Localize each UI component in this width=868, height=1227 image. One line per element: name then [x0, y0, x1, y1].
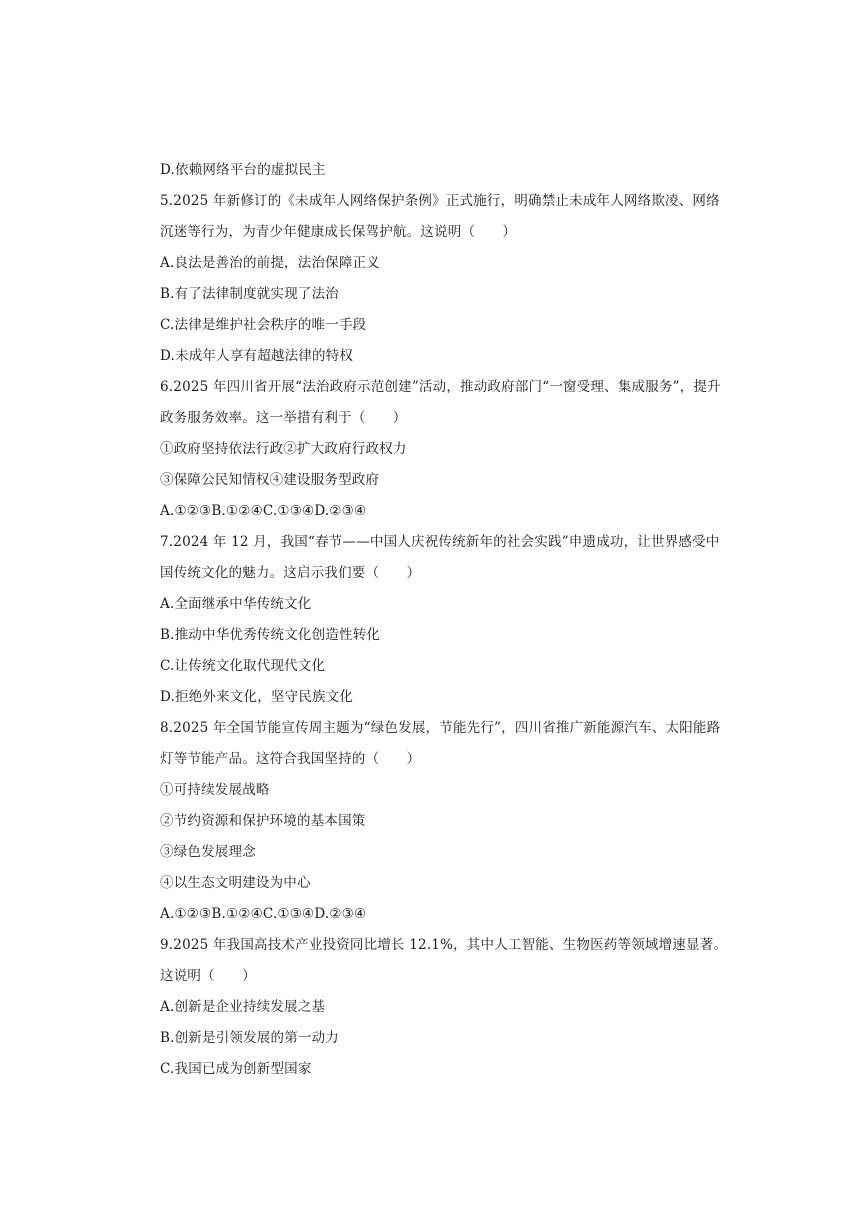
options-q8: A.①②③B.①②④C.①③④D.②③④ [160, 906, 367, 922]
document-page [160, 155, 728, 1085]
option-d-q5: D.未成年人享有超越法律的特权 [160, 348, 354, 364]
option-a-q7: A.全面继承中华传统文化 [160, 596, 312, 612]
option-c-q9: C.我国已成为创新型国家 [160, 1061, 312, 1077]
option-d-q4: D.依赖网络平台的虚拟民主 [160, 162, 326, 178]
option-d-q7: D.拒绝外来文化，坚守民族文化 [160, 689, 354, 705]
option-a-q9: A.创新是企业持续发展之基 [160, 999, 326, 1015]
options-q6: A.①②③B.①②④C.①③④D.②③④ [160, 503, 367, 519]
statement-q8-1: ①可持续发展战略 [160, 782, 270, 798]
statements-q6-2: ③保障公民知情权④建设服务型政府 [160, 472, 380, 488]
option-a-q5: A.良法是善治的前提，法治保障正义 [160, 255, 380, 271]
option-c-q5: C.法律是维护社会秩序的唯一手段 [160, 317, 367, 333]
question-5-text: 5.2025 年新修订的《未成年人网络保护条例》正式施行，明确禁止未成年人网络欺凌、网络 [160, 193, 720, 209]
option-c-q7: C.让传统文化取代现代文化 [160, 658, 326, 674]
option-b-q7: B.推动中华优秀传统文化创造性转化 [160, 627, 381, 643]
statements-q6-1: ①政府坚持依法行政②扩大政府行政权力 [160, 441, 407, 457]
question-6-text: 6.2025 年四川省开展“法治政府示范创建”活动，推动政府部门“一窗受理、集成服务”，提升 [160, 379, 721, 395]
option-b-q5: B.有了法律制度就实现了法治 [160, 286, 340, 302]
question-8-text: 8.2025 年全国节能宣传周主题为“绿色发展，节能先行”，四川省推广新能源汽车、太阳能路 [160, 720, 721, 736]
question-7-text: 7.2024 年 12 月，我国“春节——中国人庆祝传统新年的社会实践”申遗成功，让世界感受中 [160, 534, 720, 550]
statement-q8-4: ④以生态文明建设为中心 [160, 875, 311, 891]
question-5-text-cont: 沉迷等行为，为青少年健康成长保驾护航。这说明（ ） [160, 224, 517, 240]
statement-q8-2: ②节约资源和保护环境的基本国策 [160, 813, 366, 829]
question-8-text-cont: 灯等节能产品。这符合我国坚持的（ ） [160, 751, 421, 767]
question-9-text-cont: 这说明（ ） [160, 968, 256, 984]
option-b-q9: B.创新是引领发展的第一动力 [160, 1030, 340, 1046]
statement-q8-3: ③绿色发展理念 [160, 844, 256, 860]
question-7-text-cont: 国传统文化的魅力。这启示我们要（ ） [160, 565, 421, 581]
question-9-text: 9.2025 年我国高技术产业投资同比增长 12.1%，其中人工智能、生物医药等领域增速显著。 [160, 937, 728, 953]
question-6-text-cont: 政务服务效率。这一举措有利于（ ） [160, 410, 407, 426]
